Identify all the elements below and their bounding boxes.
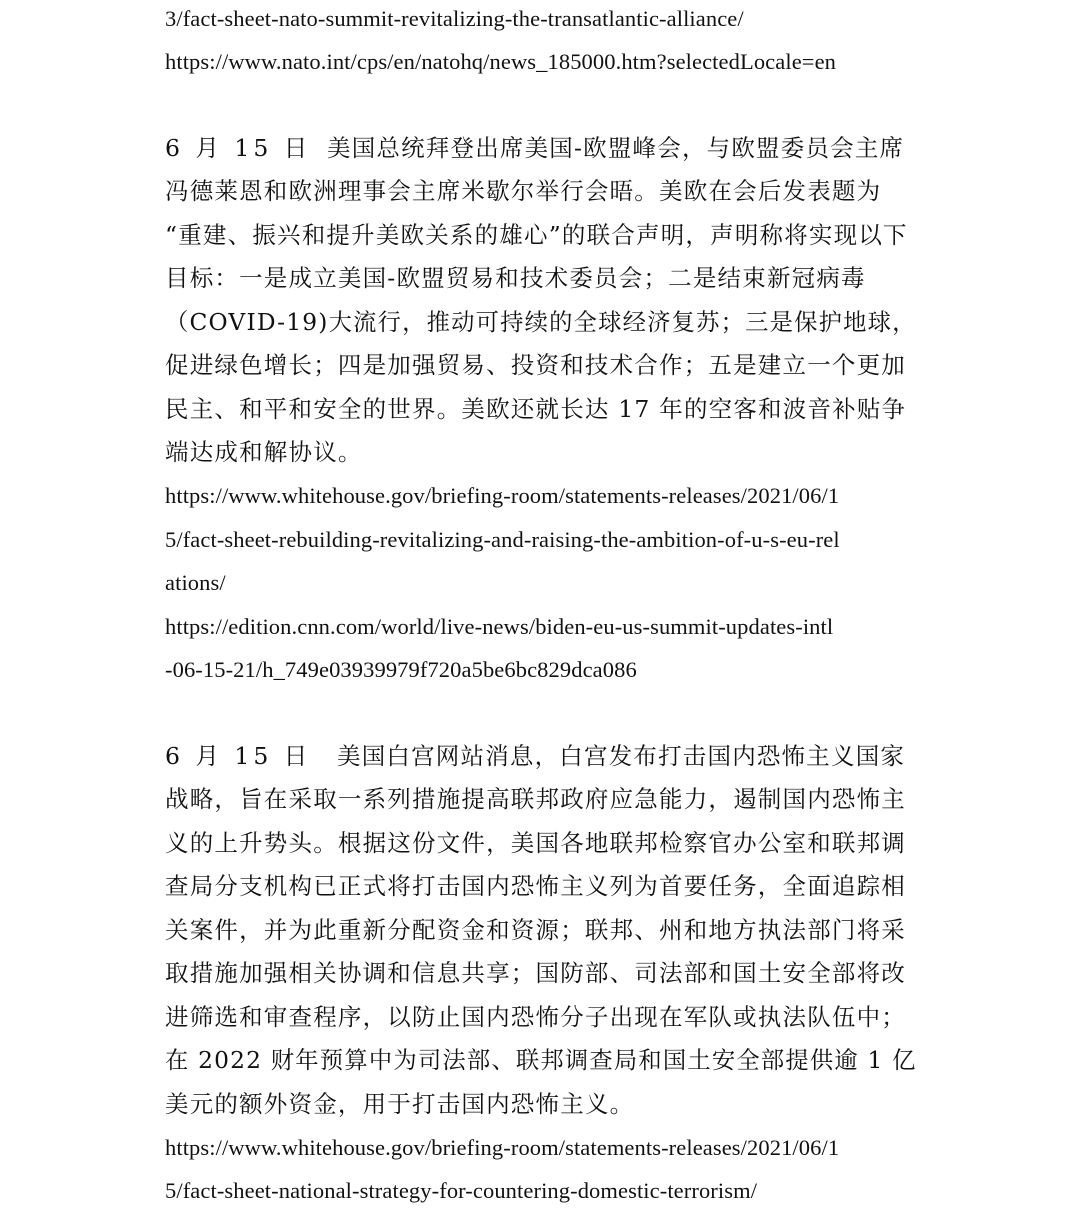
entry-first-line (165, 741, 905, 771)
url-line[interactable]: 5/fact-sheet-rebuilding-revitalizing-and-raising-the-ambition-of-u-s-eu-rel (165, 527, 840, 552)
entry-text: 端达成和解协议。 (165, 438, 363, 466)
entry-date: 6 月 15 日 (165, 742, 312, 770)
url-line[interactable]: https://www.whitehouse.gov/briefing-room/statements-releases/2021/06/1 (165, 1135, 840, 1160)
url-line[interactable]: https://edition.cnn.com/world/live-news/biden-eu-us-summit-updates-intl (165, 614, 834, 639)
entry-text: 冯德莱恩和欧洲理事会主席米歇尔举行会晤。美欧在会后发表题为 (165, 177, 882, 205)
entry-text: 民主、和平和安全的世界。美欧还就长达 17 年的空客和波音补贴争 (165, 395, 907, 423)
entry-text: 美国白宫网站消息，白宫发布打击国内恐怖主义国家 (337, 742, 906, 770)
entry-text: 关案件，并为此重新分配资金和资源；联邦、州和地方执法部门将采 (165, 916, 906, 944)
url-line[interactable]: ations/ (165, 570, 226, 595)
entry-text: 美国总统拜登出席美国-欧盟峰会，与欧盟委员会主席 (327, 134, 905, 162)
url-line[interactable]: https://www.whitehouse.gov/briefing-room/statements-releases/2021/06/1 (165, 483, 840, 508)
entry-text: 进筛选和审查程序，以防止国内恐怖分子出现在军队或执法队伍中； (165, 1003, 906, 1031)
entry-text: 促进绿色增长；四是加强贸易、投资和技术合作；五是建立一个更加 (165, 351, 906, 379)
entry-text: 取措施加强相关协调和信息共享；国防部、司法部和国土安全部将改 (165, 959, 906, 987)
url-line[interactable]: https://www.nato.int/cps/en/natohq/news_185000.htm?selectedLocale=en (165, 49, 836, 74)
entry-text: （COVID-19)大流行，推动可持续的全球经济复苏；三是保护地球， (165, 308, 917, 336)
entry-first-line (165, 133, 904, 163)
url-line[interactable]: 5/fact-sheet-national-strategy-for-countering-domestic-terrorism/ (165, 1178, 758, 1203)
entry-text: “重建、振兴和提升美欧关系的雄心”的联合声明，声明称将实现以下 (165, 221, 908, 249)
entry-text: 战略，旨在采取一系列措施提高联邦政府应急能力，遏制国内恐怖主 (165, 785, 906, 813)
entry-text: 目标：一是成立美国-欧盟贸易和技术委员会；二是结束新冠病毒 (165, 264, 866, 292)
entry-text: 义的上升势头。根据这份文件，美国各地联邦检察官办公室和联邦调 (165, 829, 906, 857)
url-line[interactable]: 3/fact-sheet-nato-summit-revitalizing-the-transatlantic-alliance/ (165, 6, 744, 31)
entry-text: 查局分支机构已正式将打击国内恐怖主义列为首要任务，全面追踪相 (165, 872, 906, 900)
entry-date: 6 月 15 日 (165, 134, 312, 162)
entry-text: 在 2022 财年预算中为司法部、联邦调查局和国土安全部提供逾 1 亿 (165, 1046, 917, 1074)
entry-text: 美元的额外资金，用于打击国内恐怖主义。 (165, 1090, 635, 1118)
url-line[interactable]: -06-15-21/h_749e03939979f720a5be6bc829dca086 (165, 657, 637, 682)
